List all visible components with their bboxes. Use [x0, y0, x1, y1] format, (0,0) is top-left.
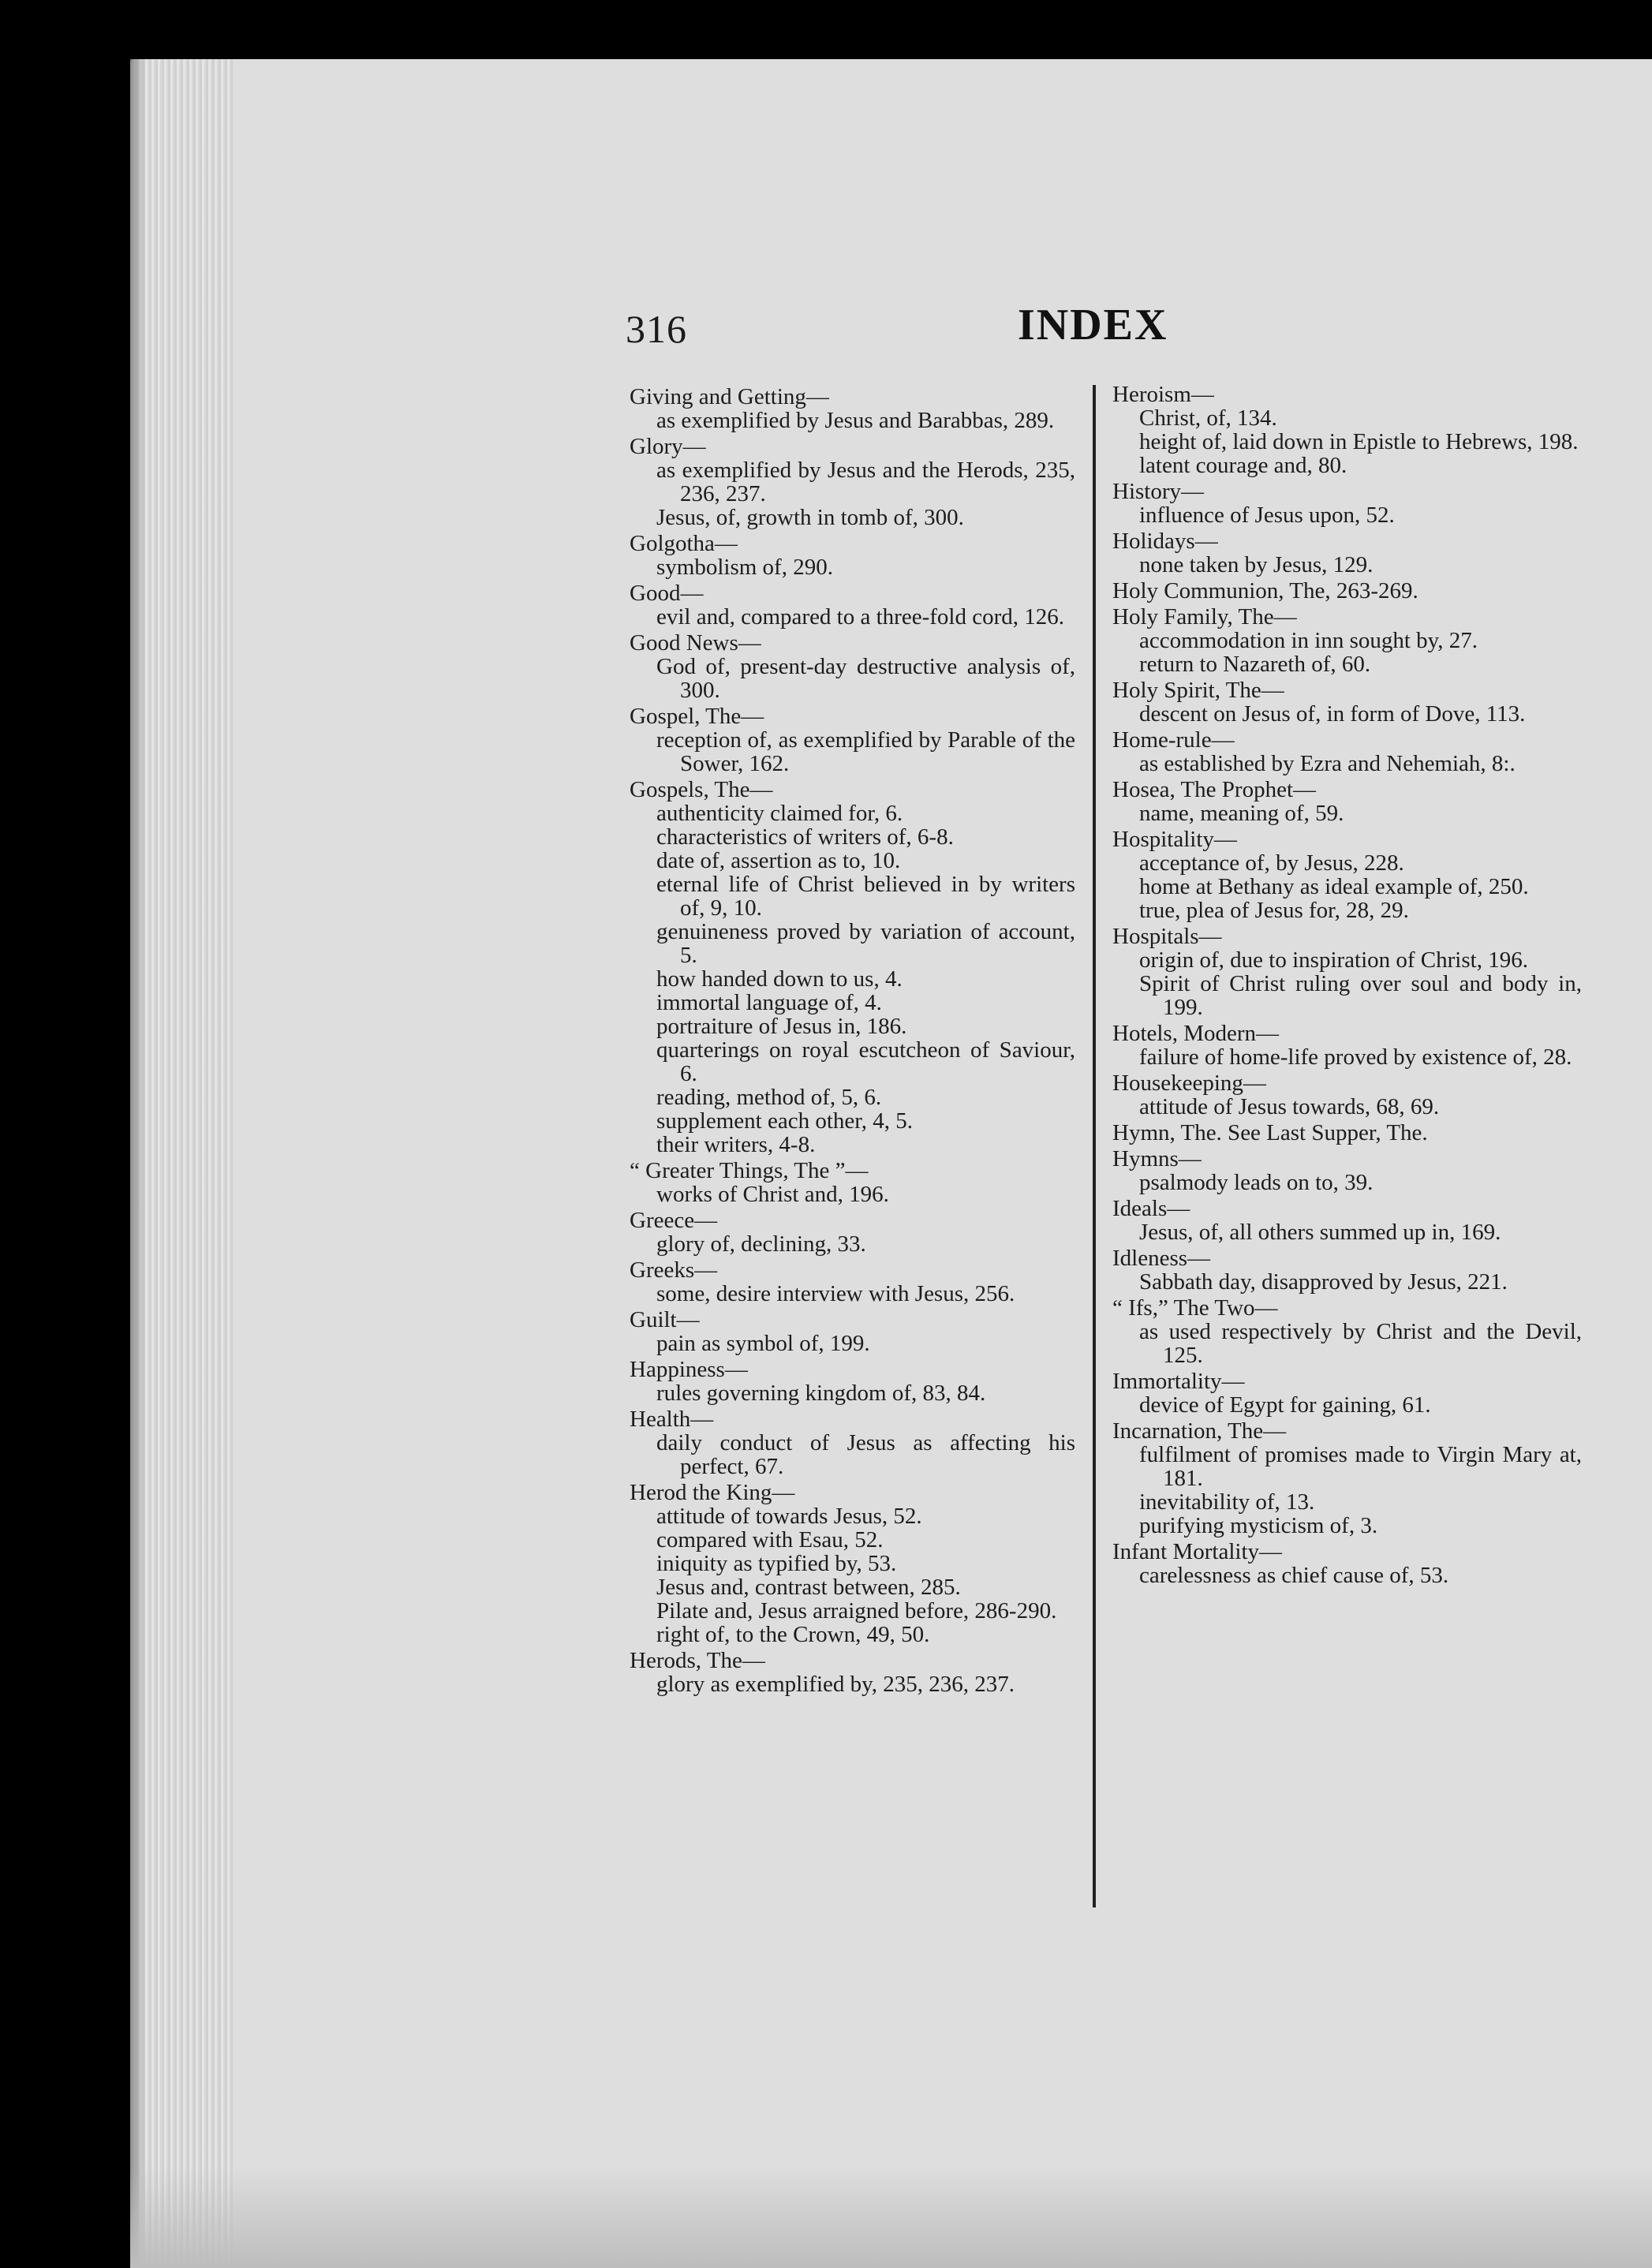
index-heading: Greece— [630, 1208, 718, 1233]
index-subentry: pain as symbol of, 199. [656, 1331, 870, 1356]
index-subentry: attitude of towards Jesus, 52. [656, 1504, 922, 1529]
index-entry [1112, 778, 1582, 825]
index-heading: Infant Mortality— [1112, 1539, 1283, 1564]
index-heading: “ Ifs,” The Two— [1112, 1295, 1278, 1321]
index-subentries [630, 655, 1075, 702]
index-subentry: compared with Esau, 52. [656, 1527, 884, 1552]
index-subentries [1112, 553, 1582, 577]
index-subentries [1112, 1095, 1582, 1119]
index-subentry: as used respectively by Christ and the Devil, 125. [1139, 1319, 1582, 1368]
index-subentry: symbolism of, 290. [656, 555, 833, 580]
index-heading: Good News— [630, 630, 761, 656]
index-entry [630, 385, 1075, 432]
index-subentries [630, 1232, 1075, 1256]
index-subentry: name, meaning of, 59. [1139, 801, 1344, 826]
index-subentry: glory as exemplified by, 235, 236, 237. [656, 1672, 1015, 1697]
index-subentries [1112, 406, 1582, 477]
index-subentry: latent courage and, 80. [1139, 453, 1347, 478]
index-subentries [630, 1381, 1075, 1405]
index-subentries [630, 1282, 1075, 1306]
index-heading: Golgotha— [630, 531, 738, 556]
index-heading: Giving and Getting— [630, 384, 829, 409]
index-heading: Housekeeping— [1112, 1070, 1266, 1096]
index-entry [1112, 1071, 1582, 1119]
index-heading: Glory— [630, 434, 706, 459]
index-subentries [630, 1183, 1075, 1206]
index-subentry: accommodation in inn sought by, 27. [1139, 628, 1478, 653]
index-subentry: Pilate and, Jesus arraigned before, 286-290. [656, 1598, 1057, 1623]
index-subentry: supplement each other, 4, 5. [656, 1108, 913, 1134]
index-subentries [1112, 1393, 1582, 1417]
index-subentries [1112, 948, 1582, 1019]
index-subentry: Spirit of Christ ruling over soul and body in, 199. [1139, 971, 1582, 1020]
index-subentries [1112, 1045, 1582, 1069]
column-divider [1093, 385, 1096, 1907]
index-heading: Hosea, The Prophet— [1112, 777, 1316, 802]
index-entry [630, 1308, 1075, 1355]
index-entry [630, 1407, 1075, 1478]
index-entry [1112, 529, 1582, 577]
index-subentry: works of Christ and, 196. [656, 1182, 889, 1207]
index-subentry: inevitability of, 13. [1139, 1489, 1315, 1515]
index-subentry: purifying mysticism of, 3. [1139, 1513, 1378, 1538]
index-subentry: God of, present-day destructive analysis of, 300. [656, 654, 1075, 703]
index-entry [630, 1358, 1075, 1405]
index-subentries [630, 458, 1075, 529]
index-subentry: immortal language of, 4. [656, 990, 882, 1015]
index-entry [630, 631, 1075, 702]
index-heading: “ Greater Things, The ”— [630, 1158, 869, 1183]
index-entry [1112, 678, 1582, 726]
index-entry [1112, 1121, 1582, 1145]
page-title: INDEX [1018, 301, 1168, 349]
index-subentries [630, 605, 1075, 629]
page-number: 316 [626, 307, 687, 351]
index-subentry: true, plea of Jesus for, 28, 29. [1139, 898, 1409, 923]
index-heading: Happiness— [630, 1357, 748, 1382]
index-subentry: as exemplified by Jesus and Barabbas, 289. [656, 408, 1055, 433]
index-entry [1112, 1540, 1582, 1587]
index-heading: Herods, The— [630, 1648, 765, 1673]
index-subentry: as exemplified by Jesus and the Herods, 235, 236, 237. [656, 458, 1075, 506]
index-subentry: portraiture of Jesus in, 186. [656, 1014, 907, 1039]
index-subentry: genuineness proved by variation of account, 5. [656, 919, 1075, 968]
index-heading: Heroism— [1112, 382, 1214, 407]
index-subentry: authenticity claimed for, 6. [656, 801, 903, 826]
index-subentry: Jesus and, contrast between, 285. [656, 1575, 961, 1600]
index-entry [1112, 1147, 1582, 1194]
index-subentries [630, 801, 1075, 1156]
index-subentry: none taken by Jesus, 129. [1139, 552, 1374, 577]
index-subentry: descent on Jesus of, in form of Dove, 113. [1139, 701, 1526, 727]
index-subentries [1112, 1320, 1582, 1367]
index-heading: Hymns— [1112, 1146, 1202, 1171]
index-subentry: carelessness as chief cause of, 53. [1139, 1563, 1449, 1588]
index-heading: Hospitality— [1112, 827, 1237, 852]
index-entry [1112, 728, 1582, 775]
index-subentry: rules governing kingdom of, 83, 84. [656, 1381, 986, 1406]
index-subentries [1112, 1171, 1582, 1194]
index-subentries [630, 728, 1075, 775]
index-entry [630, 1209, 1075, 1256]
index-heading: Herod the King— [630, 1480, 795, 1505]
index-heading: Home-rule— [1112, 727, 1235, 753]
index-heading: Hospitals— [1112, 924, 1222, 949]
index-entry [1112, 1419, 1582, 1538]
index-subentry: home at Bethany as ideal example of, 250. [1139, 874, 1529, 899]
index-subentry: right of, to the Crown, 49, 50. [656, 1622, 930, 1647]
index-subentry: failure of home-life proved by existence of, 28. [1139, 1044, 1572, 1070]
index-column-left [630, 385, 1075, 1698]
index-subentry: evil and, compared to a three-fold cord, 126. [656, 604, 1064, 630]
index-subentries [630, 1431, 1075, 1478]
index-subentries [1112, 851, 1582, 922]
index-subentries [630, 1332, 1075, 1355]
index-entry [630, 1159, 1075, 1206]
index-subentry: eternal life of Christ believed in by writers of, 9, 10. [656, 872, 1075, 921]
index-subentry: characteristics of writers of, 6-8. [656, 824, 954, 850]
index-heading: Ideals— [1112, 1196, 1190, 1221]
index-entry [630, 532, 1075, 579]
index-subentries [630, 409, 1075, 432]
index-subentry: iniquity as typified by, 53. [656, 1551, 897, 1576]
index-heading: Holidays— [1112, 529, 1218, 554]
index-subentries [1112, 1443, 1582, 1538]
index-heading: Hymn, The. See Last Supper, The. [1112, 1120, 1428, 1145]
index-subentries [1112, 801, 1582, 825]
page-fore-edge [130, 59, 233, 2268]
index-subentry: reception of, as exemplified by Parable of the Sower, 162. [656, 727, 1075, 776]
index-entry [630, 435, 1075, 529]
index-subentries [630, 1504, 1075, 1646]
index-heading: Guilt— [630, 1307, 700, 1332]
index-subentries [1112, 629, 1582, 676]
index-subentry: as established by Ezra and Nehemiah, 8:. [1139, 751, 1516, 776]
index-entry [630, 704, 1075, 775]
page-bottom-shade [130, 2165, 1652, 2268]
index-entry [1112, 1246, 1582, 1294]
index-subentry: fulfilment of promises made to Virgin Mary at, 181. [1139, 1442, 1582, 1491]
index-entry [1112, 1296, 1582, 1367]
index-subentries [630, 555, 1075, 579]
index-subentry: date of, assertion as to, 10. [656, 848, 901, 873]
index-heading: Health— [630, 1407, 714, 1432]
index-subentries [1112, 1220, 1582, 1244]
index-subentry: their writers, 4-8. [656, 1132, 816, 1157]
index-heading: Holy Spirit, The— [1112, 678, 1284, 703]
index-subentry: reading, method of, 5, 6. [656, 1085, 882, 1110]
index-heading: Good— [630, 581, 704, 606]
index-subentries [630, 1672, 1075, 1696]
index-subentries [1112, 752, 1582, 775]
index-entry [630, 1481, 1075, 1646]
index-entry [1112, 1197, 1582, 1244]
index-subentry: daily conduct of Jesus as affecting his perfect, 67. [656, 1430, 1075, 1479]
index-heading: Gospels, The— [630, 777, 773, 802]
index-subentry: some, desire interview with Jesus, 256. [656, 1281, 1015, 1306]
index-entry [1112, 925, 1582, 1019]
index-subentry: height of, laid down in Epistle to Hebrews, 198. [1139, 429, 1579, 454]
index-entry [1112, 605, 1582, 676]
index-heading: Gospel, The— [630, 704, 764, 729]
index-entry [1112, 1022, 1582, 1069]
index-subentry: quarterings on royal escutcheon of Saviour, 6. [656, 1037, 1075, 1086]
index-heading: Immortality— [1112, 1369, 1245, 1394]
index-heading: Holy Family, The— [1112, 604, 1297, 630]
index-heading: History— [1112, 479, 1204, 504]
index-heading: Incarnation, The— [1112, 1418, 1287, 1444]
index-subentries [1112, 702, 1582, 726]
index-column-right [1112, 383, 1582, 1590]
index-subentry: origin of, due to inspiration of Christ, 196. [1139, 947, 1528, 973]
index-subentry: attitude of Jesus towards, 68, 69. [1139, 1094, 1440, 1119]
index-subentries [1112, 1564, 1582, 1587]
index-entry [630, 1258, 1075, 1306]
index-subentries [1112, 503, 1582, 527]
index-subentry: acceptance of, by Jesus, 228. [1139, 850, 1404, 876]
index-subentries [1112, 1270, 1582, 1294]
index-entry [1112, 480, 1582, 527]
index-entry [630, 778, 1075, 1156]
index-subentry: device of Egypt for gaining, 61. [1139, 1392, 1431, 1418]
index-entry [630, 581, 1075, 629]
index-heading: Hotels, Modern— [1112, 1021, 1280, 1046]
index-entry [1112, 383, 1582, 477]
index-subentry: return to Nazareth of, 60. [1139, 652, 1371, 677]
index-heading: Greeks— [630, 1257, 718, 1283]
index-subentry: Christ, of, 134. [1139, 405, 1277, 431]
index-subentry: psalmody leads on to, 39. [1139, 1170, 1374, 1195]
index-subentry: Jesus, of, all others summed up in, 169. [1139, 1220, 1501, 1245]
index-entry [1112, 828, 1582, 922]
index-subentry: how handed down to us, 4. [656, 966, 903, 992]
index-entry [1112, 579, 1582, 603]
index-subentry: glory of, declining, 33. [656, 1231, 866, 1257]
index-entry [1112, 1369, 1582, 1417]
index-subentry: Sabbath day, disapproved by Jesus, 221. [1139, 1269, 1508, 1295]
index-subentry: Jesus, of, growth in tomb of, 300. [656, 505, 964, 530]
index-subentry: influence of Jesus upon, 52. [1139, 503, 1395, 528]
index-heading: Idleness— [1112, 1246, 1211, 1271]
index-heading: Holy Communion, The, 263-269. [1112, 578, 1418, 603]
index-entry [630, 1649, 1075, 1696]
